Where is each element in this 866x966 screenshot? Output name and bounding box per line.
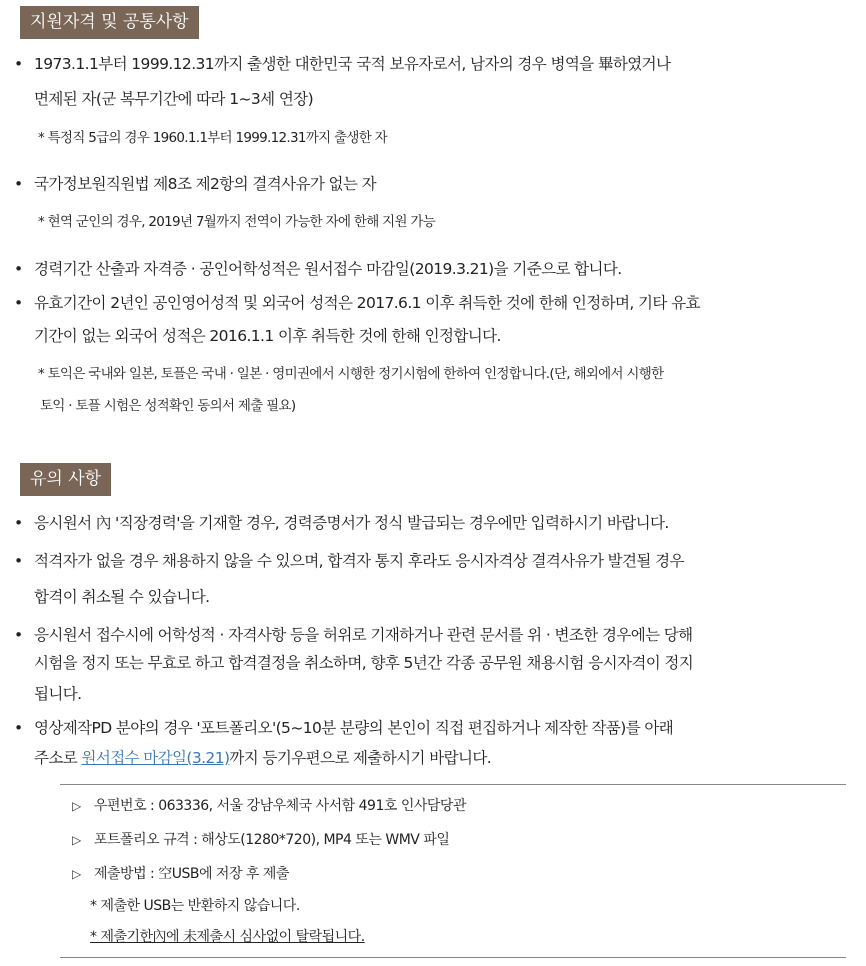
section-header-notes: 유의 사항 <box>20 463 111 496</box>
bullet-item <box>14 52 670 74</box>
bullet-item <box>14 172 376 194</box>
bullet-item <box>14 623 693 645</box>
bullet-icon: • <box>14 175 23 193</box>
bullet-icon: • <box>14 294 23 312</box>
bullet-text-continued <box>34 746 491 768</box>
triangle-icon: ▷ <box>72 799 81 813</box>
bullet-icon: • <box>14 55 23 73</box>
bullet-item <box>14 257 622 279</box>
bullet-text-continued: 됩니다. <box>34 685 82 703</box>
note-text: * 토익은 국내와 일본, 토플은 국내 · 일본 · 영미권에서 시행한 정기시험에 한하여 인정합니다.(단, 해외에서 시행한 <box>38 366 664 382</box>
bullet-text: 국가정보원직원법 제8조 제2항의 결격사유가 없는 자 <box>34 175 376 193</box>
submission-info-box <box>60 784 846 958</box>
bullet-icon: • <box>14 552 23 570</box>
box-row <box>72 829 449 849</box>
box-row-text: 우편번호 : 063336, 서울 강남우체국 사서함 491호 인사담당관 <box>94 798 466 814</box>
box-row-text: 제출방법 : 空USB에 저장 후 제출 <box>94 866 289 882</box>
bullet-item <box>14 511 669 533</box>
bullet-text: 적격자가 없을 경우 채용하지 않을 수 있으며, 합격자 통지 후라도 응시자격상 결격사유가 발견될 경우 <box>34 552 684 570</box>
bullet-item <box>14 549 684 571</box>
note-text-continued: 토익 · 토플 시험은 성적확인 동의서 제출 필요) <box>40 398 296 414</box>
bullet-text-continued: 기간이 없는 외국어 성적은 2016.1.1 이후 취득한 것에 한해 인정합니다. <box>34 327 501 345</box>
bullet-text: 영상제작PD 분야의 경우 '포트폴리오'(5~10분 분량의 본인이 직접 편집하거나 제작한 작품)를 아래 <box>34 719 674 737</box>
text-segment: 주소로 <box>34 749 82 767</box>
bullet-icon: • <box>14 514 23 532</box>
bullet-text: 응시원서 접수시에 어학성적 · 자격사항 등을 허위로 기재하거나 관련 문서를 위 · 변조한 경우에는 당해 <box>34 626 693 644</box>
triangle-icon: ▷ <box>72 867 81 881</box>
box-row <box>72 795 466 815</box>
note-text: * 현역 군인의 경우, 2019년 7월까지 전역이 가능한 자에 한해 지원 가능 <box>38 214 436 230</box>
bullet-text-continued: 합격이 취소될 수 있습니다. <box>34 588 210 606</box>
text-segment: 까지 등기우편으로 제출하시기 바랍니다. <box>229 749 492 767</box>
triangle-icon: ▷ <box>72 833 81 847</box>
box-row <box>72 863 289 883</box>
note-text: * 특정직 5급의 경우 1960.1.1부터 1999.12.31까지 출생한 자 <box>38 130 388 146</box>
bullet-icon: • <box>14 260 23 278</box>
bullet-text: 응시원서 內 '직장경력'을 기재할 경우, 경력증명서가 정식 발급되는 경우에만 입력하시기 바랍니다. <box>34 514 669 532</box>
bullet-text: 1973.1.1부터 1999.12.31까지 출생한 대한민국 국적 보유자로서, 남자의 경우 병역을 畢하였거나 <box>34 55 671 73</box>
bullet-text-continued: 시험을 정지 또는 무효로 하고 합격결정을 취소하며, 향후 5년간 각종 공무원 채용시험 응시자격이 정지 <box>34 654 694 672</box>
section-header-eligibility: 지원자격 및 공통사항 <box>20 6 199 39</box>
deadline-link[interactable]: 원서접수 마감일(3.21) <box>81 749 230 767</box>
bullet-text: 경력기간 산출과 자격증 · 공인어학성적은 원서접수 마감일(2019.3.21)을 기준으로 합니다. <box>34 260 622 278</box>
box-row-text: 포트폴리오 규격 : 해상도(1280*720), MP4 또는 WMV 파일 <box>94 832 450 848</box>
bullet-item <box>14 291 700 313</box>
bullet-icon: • <box>14 626 23 644</box>
bullet-text-continued: 면제된 자(군 복무기간에 따라 1~3세 연장) <box>34 90 314 108</box>
bullet-icon: • <box>14 719 23 737</box>
box-note-underlined: * 제출기한內에 未제출시 심사없이 탈락됩니다. <box>90 929 365 945</box>
bullet-item <box>14 716 673 738</box>
bullet-text: 유효기간이 2년인 공인영어성적 및 외국어 성적은 2017.6.1 이후 취득한 것에 한해 인정하며, 기타 유효 <box>34 294 700 312</box>
box-note: * 제출한 USB는 반환하지 않습니다. <box>90 898 300 914</box>
